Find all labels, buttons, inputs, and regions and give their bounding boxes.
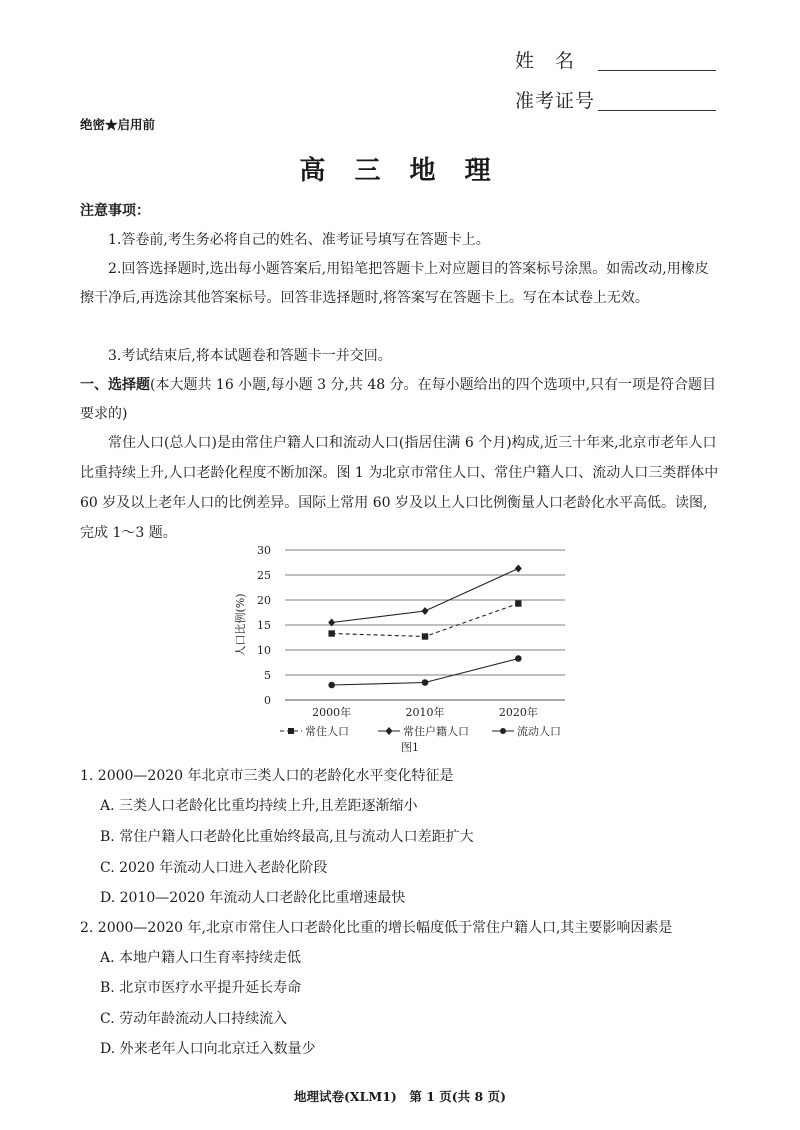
question-2-option-a: A. 本地户籍人口生育率持续走低 (100, 950, 302, 966)
y-tick-label: 30 (257, 544, 271, 557)
data-point (328, 682, 335, 689)
question-1-option-c: C. 2020 年流动人口进入老龄化阶段 (100, 860, 328, 876)
notice-heading: 注意事项： (80, 203, 150, 219)
exam-id-underline (598, 110, 716, 111)
name-label: 姓 名 (515, 50, 576, 72)
data-point (515, 565, 522, 573)
exam-id-label: 准考证号 (515, 90, 596, 112)
question-2-option-c: C. 劳动年龄流动人口持续流入 (100, 1011, 288, 1027)
question-1-option-a: A. 三类人口老龄化比重均持续上升,且差距逐渐缩小 (100, 798, 418, 814)
question-2-option-b: B. 北京市医疗水平提升延长寿命 (100, 980, 302, 996)
data-point (422, 633, 428, 639)
question-1-stem: 1. 2000—2020 年北京市三类人口的老龄化水平变化特征是 (80, 768, 454, 784)
legend-marker (288, 728, 294, 734)
y-tick-label: 0 (264, 694, 271, 707)
data-point (422, 607, 429, 615)
notice-item-2: 2.回答选择题时,选出每小题答案后,用铅笔把答题卡上对应题目的答案标号涂黑。如需改动,用橡皮擦干净后,再选涂其他答案标号。回答非选择题时,将答案写在答题卡上。写在本试卷上无效。 (80, 261, 709, 306)
legend-label: 流动人口 (517, 725, 561, 738)
secret-mark: 绝密★启用前 (80, 117, 156, 132)
legend-label: 常住人口 (305, 725, 349, 738)
y-tick-label: 25 (257, 569, 271, 582)
question-1-option-b: B. 常住户籍人口老龄化比重始终最高,且与流动人口差距扩大 (100, 829, 474, 845)
x-tick-label: 2010年 (405, 706, 445, 719)
section-instruction (80, 371, 720, 429)
page-title: 高 三 地 理 (299, 156, 501, 186)
legend-label: 常住户籍人口 (403, 725, 469, 738)
line-chart (230, 540, 580, 765)
question-2-stem: 2. 2000—2020 年,北京市常住人口老龄化比重的增长幅度低于常住户籍人口,其主要影响因素是 (80, 920, 673, 936)
data-point (515, 655, 522, 662)
notice-item-1: 1.答卷前,考生务必将自己的姓名、准考证号填写在答题卡上。 (108, 232, 490, 248)
chart-caption: 图1 (401, 741, 419, 754)
question-1-option-d: D. 2010—2020 年流动人口老龄化比重增速最快 (100, 890, 406, 906)
x-tick-label: 2020年 (498, 706, 538, 719)
y-tick-label: 20 (257, 594, 271, 607)
data-point (328, 630, 334, 636)
x-tick-label: 2000年 (312, 706, 352, 719)
notice-item-3: 3.考试结束后,将本试题卷和答题卡一并交回。 (108, 348, 392, 364)
reading-passage: 常住人口(总人口)是由常住户籍人口和流动人口(指居住满 6 个月)构成,近三十年来,北京市老年人口比重持续上升,人口老龄化程度不断加深。图 1 为北京市常住人口、常住户籍人口、流动人口三类群体中 60 岁及以上老年人口的比例差异。国际上常用 60 岁及以上人口比例衡量人口老龄化水平高低。读图,完成 1～3 题。 (80, 435, 719, 541)
legend-marker (500, 728, 506, 734)
y-tick-label: 10 (257, 644, 271, 657)
y-tick-label: 5 (264, 669, 271, 682)
y-axis-label: 人口比例(%) (234, 593, 247, 657)
data-point (515, 600, 521, 606)
question-2-option-d: D. 外来老年人口向北京迁入数量少 (100, 1041, 316, 1057)
y-tick-label: 15 (257, 619, 271, 632)
section-heading: 一、选择题 (80, 377, 150, 393)
data-point (422, 679, 429, 686)
section-instruction-text: (本大题共 16 小题,每小题 3 分,共 48 分。在每小题给出的四个选项中,只有一项是符合题目要求的) (80, 377, 717, 422)
legend-marker (386, 727, 393, 735)
page-footer: 地理试卷(XLM1) 第 1 页(共 8 页) (294, 1089, 506, 1104)
name-underline (598, 70, 716, 71)
